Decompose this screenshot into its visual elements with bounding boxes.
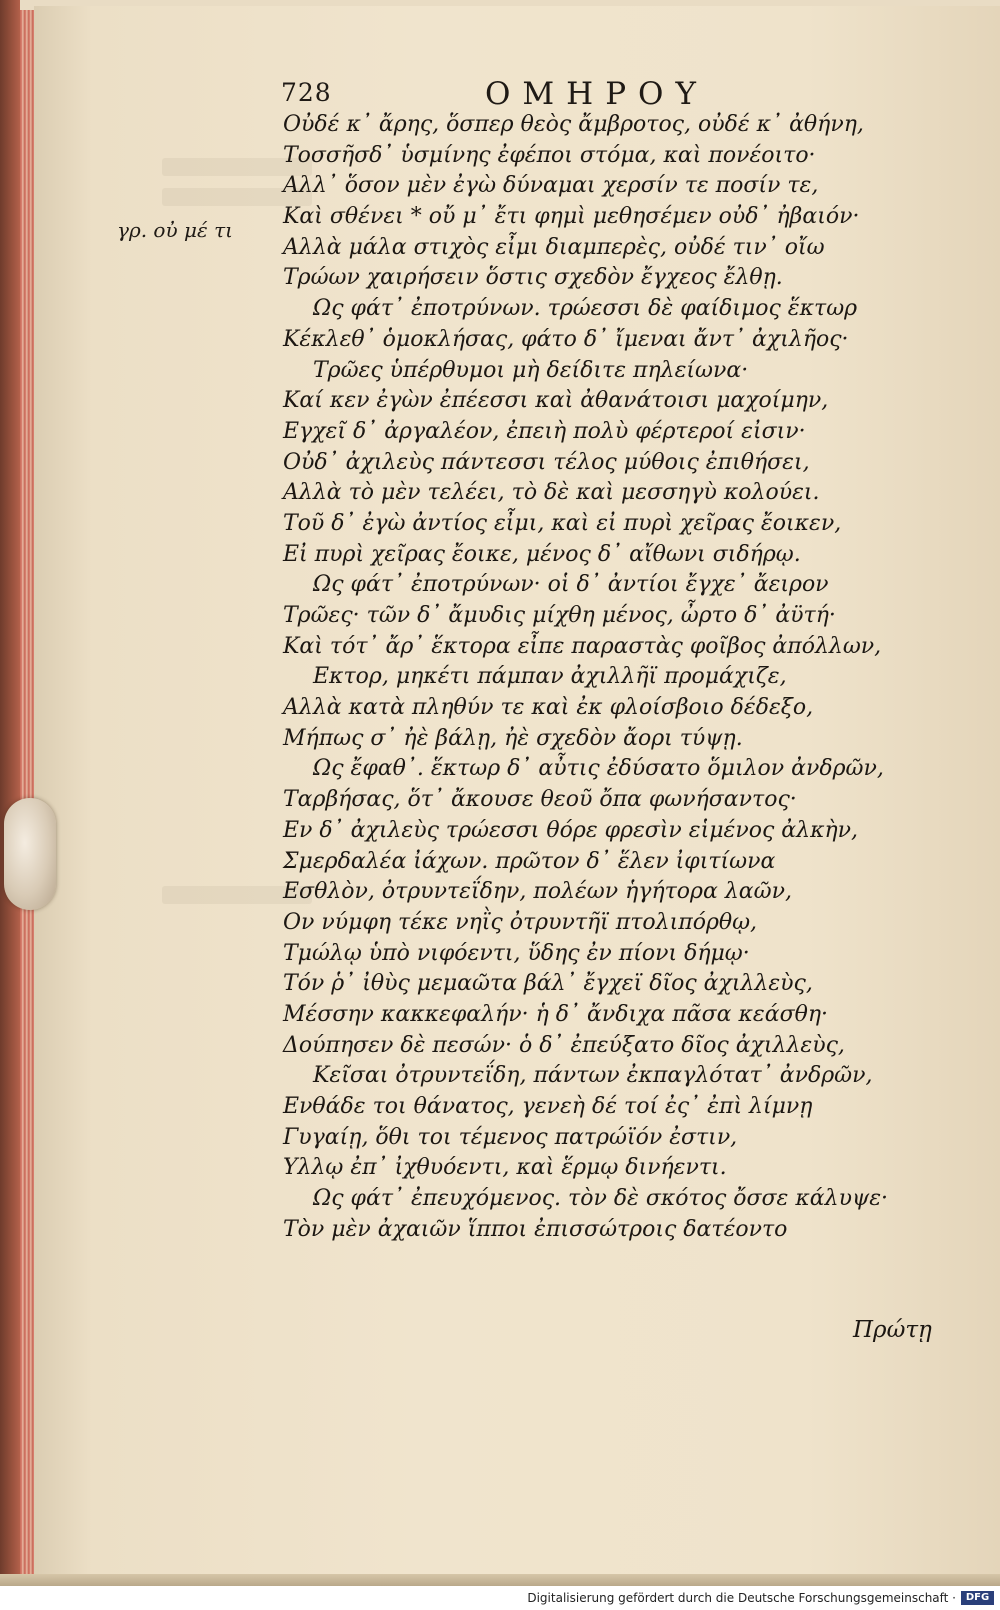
verse-line: Καὶ σθένει * οὔ μ᾿ ἔτι φημὶ μεθησέμεν οὐδ᾿ ἠβαιόν· [283, 204, 860, 230]
verse-line: Καί κεν ἐγὼν ἐπέεσσι καὶ ἀθανάτοισι μαχοίμην, [283, 388, 829, 414]
running-title: ΟΜΗΡΟΥ [485, 76, 708, 112]
verse-line: Ον νύμφη τέκε νηῒς ὀτρυντῆϊ πτολιπόρθῳ, [283, 909, 758, 935]
verse-line: Οὐδέ κ᾿ ἄρης, ὅσπερ θεὸς ἄμβροτος, οὐδέ κ᾿ ἀθήνη, [283, 112, 864, 137]
page-bottom-edge [0, 1574, 1000, 1586]
verse-line: Αλλ᾿ ὅσον μὲν ἐγὼ δύναμαι χερσίν τε ποσίν τε, [283, 173, 819, 199]
verse-line: Κέκλεθ᾿ ὁμοκλήσας, φάτο δ᾿ ἴμεναι ἄντ᾿ ἀχιλῆος· [283, 326, 849, 352]
verse-line: Υλλῳ ἐπ᾿ ἰχθυόεντι, καὶ ἕρμῳ δινήεντι. [283, 1155, 727, 1181]
verse-line: Αλλὰ μάλα στιχὸς εἶμι διαμπερὲς, οὐδέ τιν᾿ οἴω [283, 234, 825, 260]
verse-line: Καὶ τότ᾿ ἄρ᾿ ἕκτορα εἶπε παραστὰς φοῖβος ἀπόλλων, [283, 633, 882, 659]
verse-line: Τρῶες ὑπέρθυμοι μὴ δείδιτε πηλείωνα· [313, 357, 749, 383]
verse-line: Σμερδαλέα ἰάχων. πρῶτον δ᾿ ἕλεν ἰφιτίωνα [283, 848, 776, 874]
verse-line: Τρῶες· τῶν δ᾿ ἄμυδις μίχθη μένος, ὦρτο δ᾿ ἀϋτή· [283, 603, 836, 628]
verse-line: Αλλὰ τὸ μὲν τελέει, τὸ δὲ καὶ μεσσηγὺ κολούει. [283, 480, 820, 506]
credit-text: Digitalisierung gefördert durch die Deutsche Forschungsgemeinschaft · [527, 1591, 956, 1605]
verse-line: Κεῖσαι ὀτρυντεΐδη, πάντων ἐκπαγλότατ᾿ ἀνδρῶν, [313, 1063, 873, 1089]
verse-line: Τμώλῳ ὑπὸ νιφόεντι, ὕδης ἐν πίονι δήμῳ· [283, 940, 750, 966]
verse-line: Ως φάτ᾿ ἐποτρύνων. τρώεσσι δὲ φαίδιμος ἕκτωρ [313, 296, 858, 322]
page-number: 728 [281, 78, 332, 107]
verse-line: Ταρβήσας, ὅτ᾿ ἄκουσε θεοῦ ὄπα φωνήσαντος· [283, 787, 797, 813]
verse-line: Δούπησεν δὲ πεσών· ὁ δ᾿ ἐπεύξατο δῖος ἀχιλλεὺς, [283, 1032, 845, 1058]
credit-bar [0, 1586, 1000, 1610]
margin-note: γρ. οὐ μέ τι [117, 218, 233, 242]
verse-line: Τρώων χαιρήσειν ὅστις σχεδὸν ἔγχεος ἔλθῃ. [283, 265, 783, 291]
verse-line: Μέσσην κακκεφαλήν· ἡ δ᾿ ἄνδιχα πᾶσα κεάσθη· [283, 1001, 829, 1027]
dfg-logo: DFG [961, 1591, 994, 1605]
verse-block [283, 110, 983, 1245]
verse-line: Ενθάδε τοι θάνατος, γενεὴ δέ τοί ἐς᾿ ἐπὶ λίμνῃ [283, 1094, 813, 1119]
verse-line: Ως ἔφαθ᾿. ἕκτωρ δ᾿ αὖτις ἐδύσατο ὅμιλον ἀνδρῶν, [313, 756, 884, 782]
clasp-ring [4, 798, 56, 910]
verse-line: Γυγαίῃ, ὅθι τοι τέμενος πατρώϊόν ἐστιν, [283, 1124, 738, 1150]
page-block-edges [20, 10, 35, 1575]
verse-line: Τοῦ δ᾿ ἐγὼ ἀντίος εἶμι, καὶ εἰ πυρὶ χεῖρας ἔοικεν, [283, 510, 842, 536]
verse-line: Ως φάτ᾿ ἐποτρύνων· οἱ δ᾿ ἀντίοι ἔγχε᾿ ἄειρον [313, 572, 829, 598]
verse-line: Αλλὰ κατὰ πληθύν τε καὶ ἐκ φλοίσβοιο δέδεξο, [283, 695, 814, 721]
verse-line: Εσθλὸν, ὀτρυντεΐδην, πολέων ἡγήτορα λαῶν, [283, 879, 792, 905]
verse-line: Εν δ᾿ ἀχιλεὺς τρώεσσι θόρε φρεσὶν εἱμένος ἀλκὴν, [283, 817, 859, 843]
verse-line: Οὐδ᾿ ἀχιλεὺς πάντεσσι τέλος μύθοις ἐπιθήσει, [283, 449, 810, 475]
book-cover-edge [0, 0, 20, 1586]
verse-line: Εἰ πυρὶ χεῖρας ἔοικε, μένος δ᾿ αἴθωνι σιδήρῳ. [283, 541, 801, 567]
catchword: Πρώτῃ [853, 1317, 932, 1343]
verse-line: Ως φάτ᾿ ἐπευχόμενος. τὸν δὲ σκότος ὄσσε κάλυψε· [313, 1186, 889, 1212]
verse-line: Εκτορ, μηκέτι πάμπαν ἀχιλλῆϊ προμάχιζε, [313, 664, 787, 690]
verse-line: Εγχεῖ δ᾿ ἀργαλέον, ἐπειὴ πολὺ φέρτεροί εἰσιν· [283, 418, 806, 444]
page-header [0, 78, 1000, 112]
verse-line: Μήπως σ᾿ ἠὲ βάλῃ, ἠὲ σχεδὸν ἄορι τύψῃ. [283, 725, 743, 751]
verse-line: Τὸν μὲν ἀχαιῶν ἵπποι ἐπισσώτροις δατέοντο [283, 1216, 788, 1242]
verse-line: Τόν ῥ᾿ ἰθὺς μεμαῶτα βάλ᾿ ἔγχεϊ δῖος ἀχιλλεὺς, [283, 971, 813, 997]
verse-line: Τοσσῆσδ᾿ ὑσμίνης ἐφέποι στόμα, καὶ πονέοιτο· [283, 142, 816, 168]
